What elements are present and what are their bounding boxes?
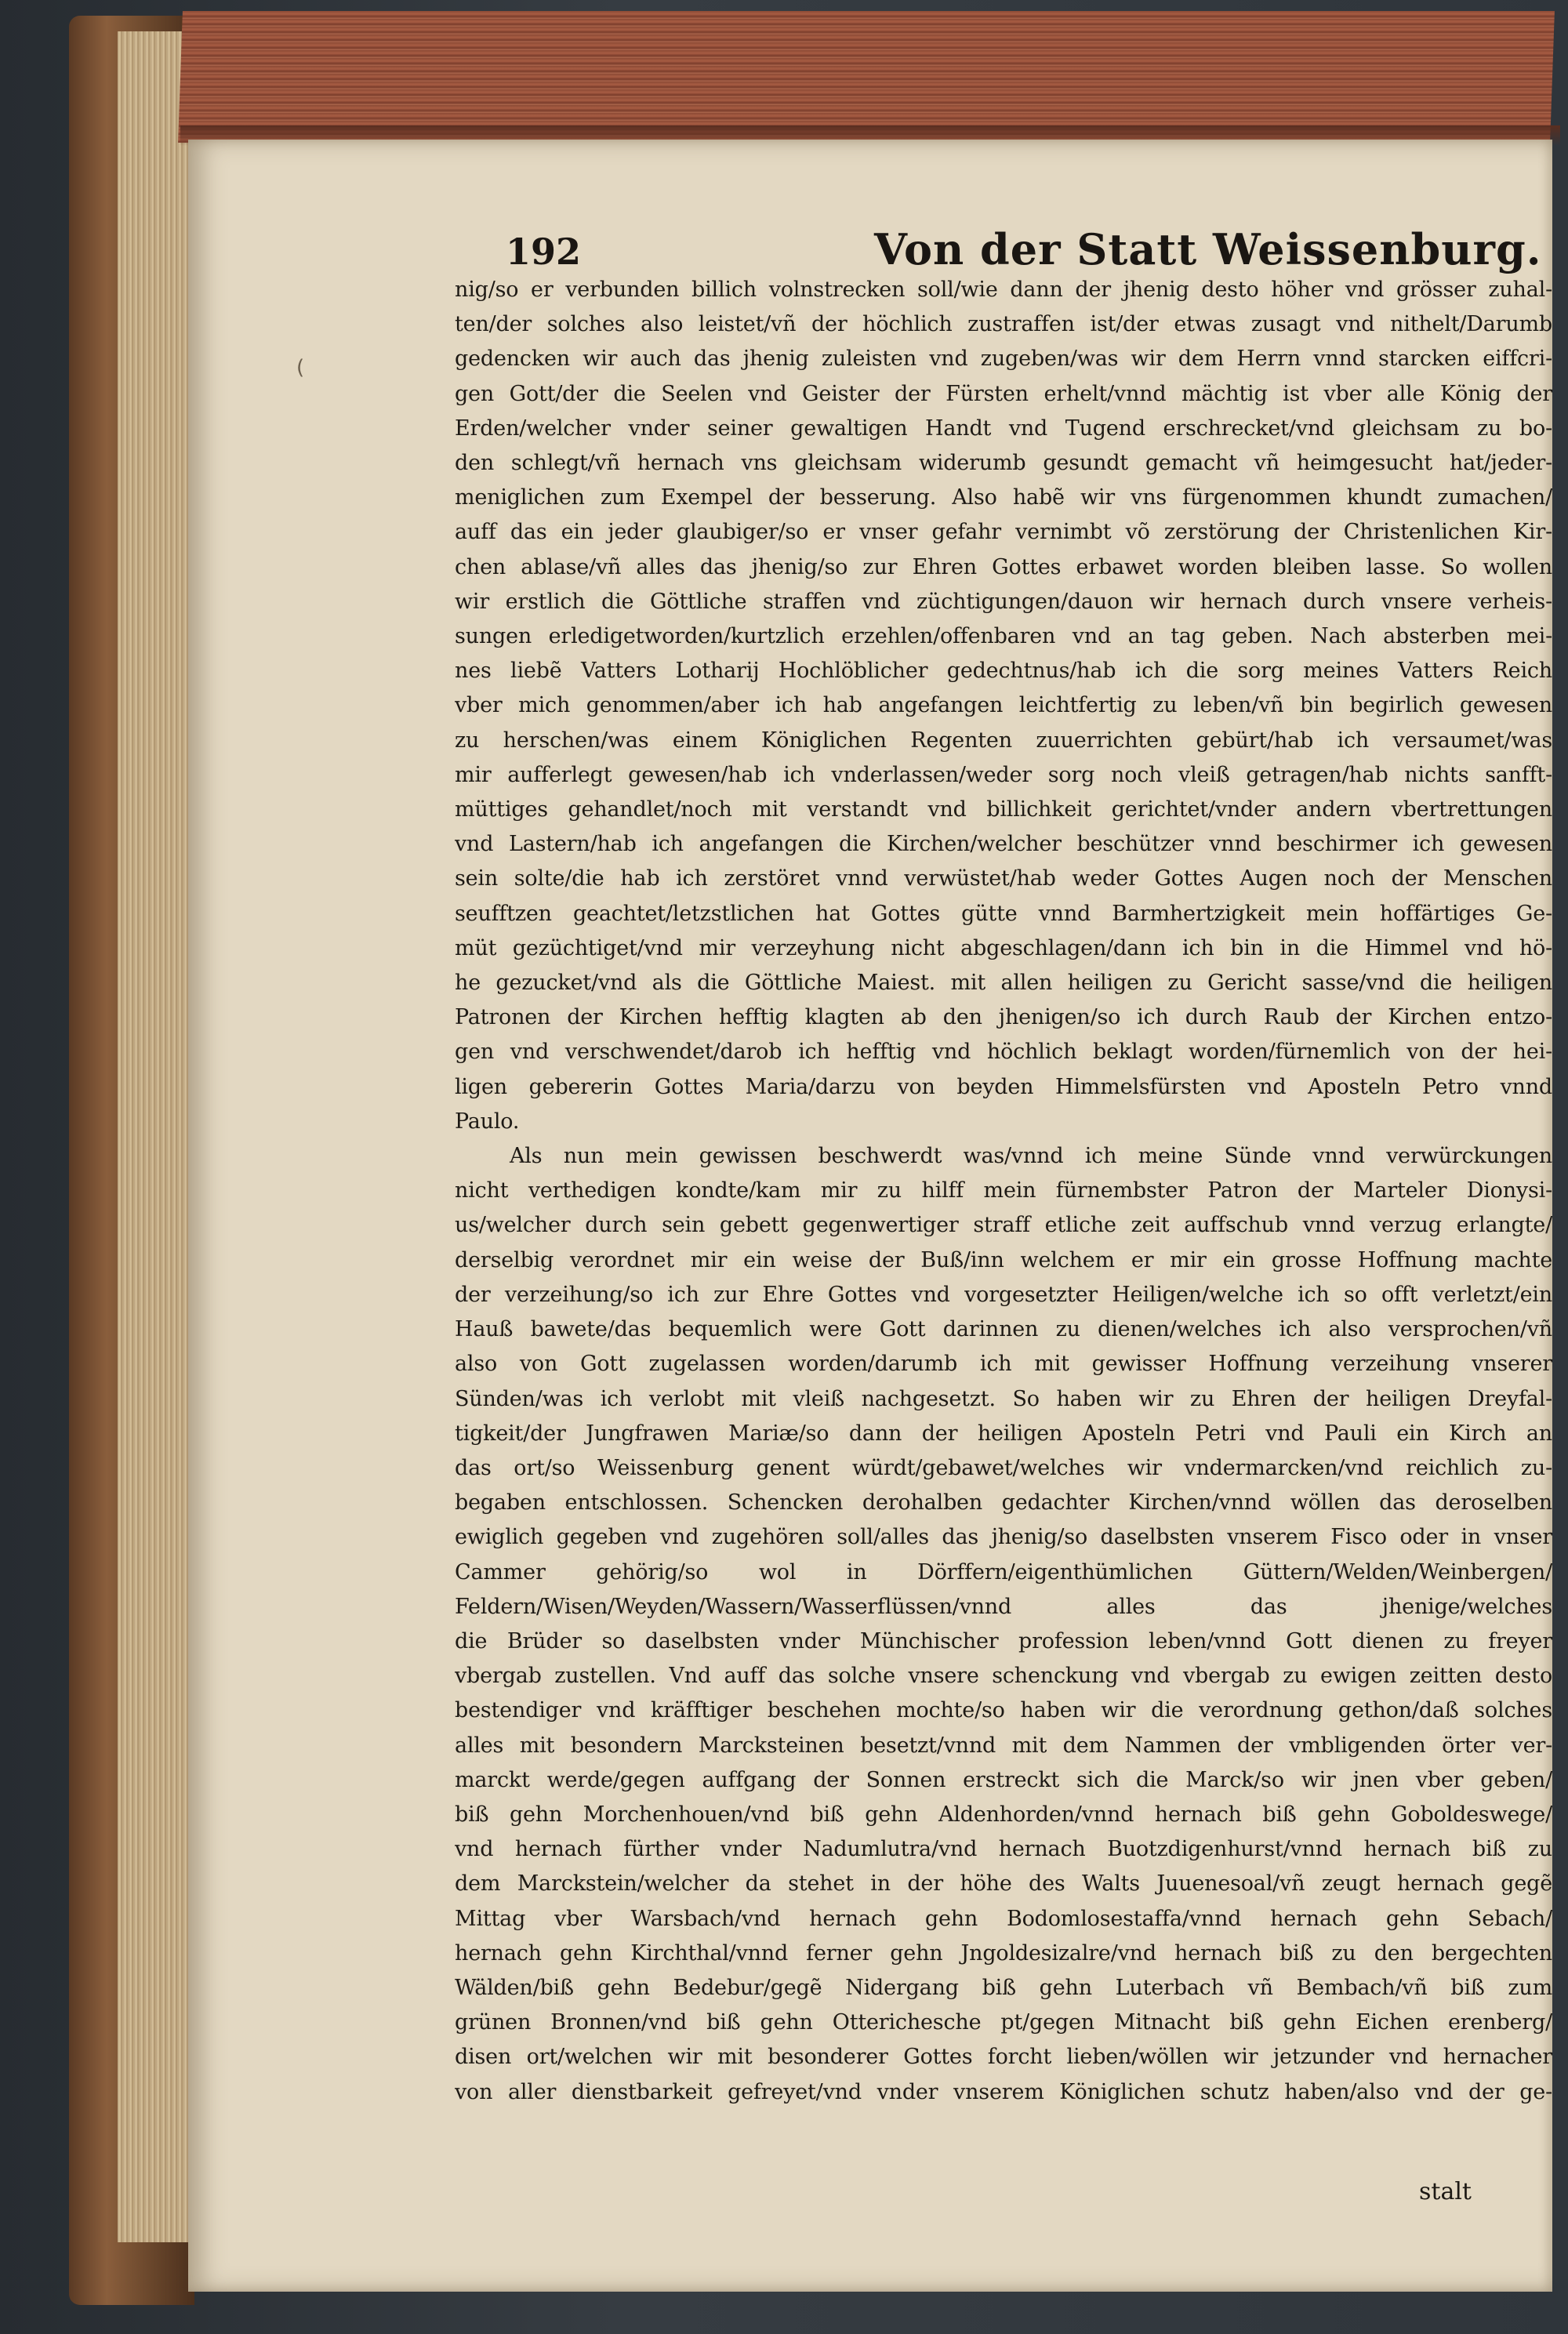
text-line: gen vnd verschwendet/darob ich hefftig vnd höchlich beklagt worden/fürnemlich von der hei- [455,1040,1552,1065]
page-edge-stack [118,31,196,2242]
text-line: Paulo. [455,1109,520,1134]
text-line: müt gezüchtiget/vnd mir verzeyhung nicht abgeschlagen/dann ich bin in die Himmel vnd hö- [455,935,1552,960]
text-line: Cammer gehörig/so wol in Dörffern/eigenthümlichen Güttern/Welden/Weinbergen/ [455,1559,1552,1584]
text-line: nicht verthedigen kondte/kam mir zu hilff mein fürnembster Patron der Marteler Dionysi- [455,1178,1552,1203]
text-line: vnd Lastern/hab ich angefangen die Kirchen/welcher beschützer vnnd beschirmer ich gewesen [455,832,1552,857]
top-page-edges [178,11,1555,143]
text-line: sungen erledigetworden/kurtzlich erzehlen/offenbaren vnd an tag geben. Nach absterben mei- [455,624,1552,649]
text-line: ten/der solches also leistet/vñ der höchlich zustraffen ist/der etwas zusagt vnd nithelt/Darumb [455,312,1552,337]
margin-mark: ( [296,356,305,379]
book-page [188,140,1552,2292]
text-line: Hauß bawete/das bequemlich were Gott darinnen zu dienen/welches ich also versprochen/vñ [455,1317,1552,1342]
text-line: derselbig verordnet mir ein weise der Buß/inn welchem er mir ein grosse Hoffnung machte [455,1247,1552,1272]
text-line: begaben entschlossen. Schencken derohalben gedachter Kirchen/vnnd wöllen das deroselben [455,1490,1552,1515]
text-line: alles mit besondern Marcksteinen besetzt/vnnd mit dem Nammen der vmbligenden örter ver- [455,1733,1552,1758]
text-line: müttiges gehandlet/noch mit verstandt vnd billichkeit gerichtet/vnder andern vbertrettungen [455,797,1552,822]
text-line: he gezucket/vnd als die Göttliche Maiest. mit allen heiligen zu Gericht sasse/vnd die heiligen [455,971,1552,996]
page-number: 192 [506,230,582,273]
body-text [455,273,1552,2110]
text-line: seufftzen geachtet/letzstlichen hat Gottes gütte vnnd Barmhertzigkeit mein hoffärtiges Ge- [455,901,1552,926]
text-line: Patronen der Kirchen hefftig klagten ab den jhenigen/so ich durch Raub der Kirchen entzo- [455,1005,1552,1030]
text-line: us/welcher durch sein gebett gegenwertiger straff etliche zeit auffschub vnnd verzug erlangte/ [455,1213,1552,1238]
text-line: zu herschen/was einem Königlichen Regenten zuuerrichten gebürt/hab ich versaumet/was [455,728,1552,753]
text-line: Mittag vber Warsbach/vnd hernach gehn Bodomlosestaffa/vnnd hernach gehn Sebach/ [455,1906,1552,1931]
text-line: Sünden/was ich verlobt mit vleiß nachgesetzt. So haben wir zu Ehren der heiligen Dreyfal- [455,1386,1552,1411]
text-line: grünen Bronnen/vnd biß gehn Otterichesche pt/gegen Mitnacht biß gehn Eichen erenberg/ [455,2010,1552,2035]
text-line: auff das ein jeder glaubiger/so er vnser gefahr vernimbt võ zerstörung der Christenlichen Kir- [455,520,1552,545]
text-line: chen ablase/vñ alles das jhenig/so zur Ehren Gottes erbawet worden bleiben lasse. So wollen [455,554,1552,579]
text-line: tigkeit/der Jungfrawen Mariæ/so dann der heiligen Aposteln Petri vnd Pauli ein Kirch an [455,1421,1552,1446]
text-line: nes liebẽ Vatters Lotharij Hochlöblicher gedechtnus/hab ich die sorg meines Vatters Reich [455,659,1552,684]
text-line: vber mich genommen/aber ich hab angefangen leichtfertig zu leben/vñ bin begirlich gewesen [455,693,1552,718]
text-line: bestendiger vnd kräfftiger beschehen mochte/so haben wir die verordnung gethon/daß solches [455,1698,1552,1723]
text-line: die Brüder so daselbsten vnder Münchischer profession leben/vnnd Gott dienen zu freyer [455,1628,1552,1653]
text-line: hernach gehn Kirchthal/vnnd ferner gehn Jngoldesizalre/vnd hernach biß zu den bergechten [455,1940,1552,1966]
text-line: mir aufferlegt gewesen/hab ich vnderlassen/weder sorg noch vleiß getragen/hab nichts sanfft- [455,762,1552,787]
text-line: Wälden/biß gehn Bedebur/gegẽ Nidergang biß gehn Luterbach vñ Bembach/vñ biß zum [455,1975,1552,2000]
text-line: sein solte/die hab ich zerstöret vnnd verwüstet/hab weder Gottes Augen noch der Menschen [455,866,1552,891]
text-line: vbergab zustellen. Vnd auff das solche vnsere schenckung vnd vbergab zu ewigen zeitten desto [455,1664,1552,1689]
text-line: vnd hernach fürther vnder Nadumlutra/vnd hernach Buotzdigenhurst/vnnd hernach biß zu [455,1837,1552,1862]
text-line: das ort/so Weissenburg genent würdt/gebawet/welches wir vndermarcken/vnd reichlich zu- [455,1455,1552,1480]
text-line: wir erstlich die Göttliche straffen vnd züchtigungen/dauon wir hernach durch vnsere verheis- [455,589,1552,614]
text-line: Erden/welcher vnder seiner gewaltigen Handt vnd Tugend erschrecket/vnd gleichsam zu bo- [455,416,1552,441]
text-line: der verzeihung/so ich zur Ehre Gottes vnd vorgesetzter Heiligen/welche ich so offt verletzt/ein [455,1282,1552,1307]
text-line: den schlegt/vñ hernach vns gleichsam widerumb gesundt gemacht vñ heimgesucht hat/jeder- [455,451,1552,476]
text-line: von aller dienstbarkeit gefreyet/vnd vnder vnserem Königlichen schutz haben/also vnd der ge- [455,2079,1552,2104]
text-line: disen ort/welchen wir mit besonderer Gottes forcht lieben/wöllen wir jetzunder vnd hernacher [455,2045,1552,2070]
text-line: gen Gott/der die Seelen vnd Geister der Fürsten erhelt/vnnd mächtig ist vber alle König der [455,381,1552,406]
text-line: also von Gott zugelassen worden/darumb ich mit gewisser Hoffnung verzeihung vnserer [455,1352,1552,1377]
text-line: Feldern/Wisen/Weyden/Wassern/Wasserflüssen/vnnd alles das jhenige/welches [455,1594,1552,1619]
text-line: ligen gebererin Gottes Maria/darzu von beyden Himmelsfürsten vnd Aposteln Petro vnnd [455,1074,1552,1099]
text-line: ewiglich gegeben vnd zugehören soll/alles das jhenig/so daselbsten vnserem Fisco oder in vnser [455,1525,1552,1550]
running-head: Von der Statt Weissenburg. [874,224,1542,274]
catchword: stalt [1419,2178,1472,2205]
text-line: meniglichen zum Exempel der besserung. Also habẽ wir vns fürgenommen khundt zumachen/ [455,485,1552,510]
text-line: gedencken wir auch das jhenig zuleisten vnd zugeben/was wir dem Herrn vnnd starcken eiffcri- [455,347,1552,372]
text-line: marckt werde/gegen auffgang der Sonnen erstreckt sich die Marck/so wir jnen vber geben/ [455,1767,1552,1792]
text-line: biß gehn Morchenhouen/vnd biß gehn Aldenhorden/vnnd hernach biß gehn Goboldeswege/ [455,1802,1552,1827]
text-line: dem Marckstein/welcher da stehet in der höhe des Walts Juuenesoal/vñ zeugt hernach gegẽ [455,1871,1552,1897]
text-line: nig/so er verbunden billich volnstrecken soll/wie dann der jhenig desto höher vnd grösser zuhal- [455,278,1552,302]
text-line: Als nun mein gewissen beschwerdt was/vnnd ich meine Sünde vnnd verwürckungen [510,1144,1552,1169]
